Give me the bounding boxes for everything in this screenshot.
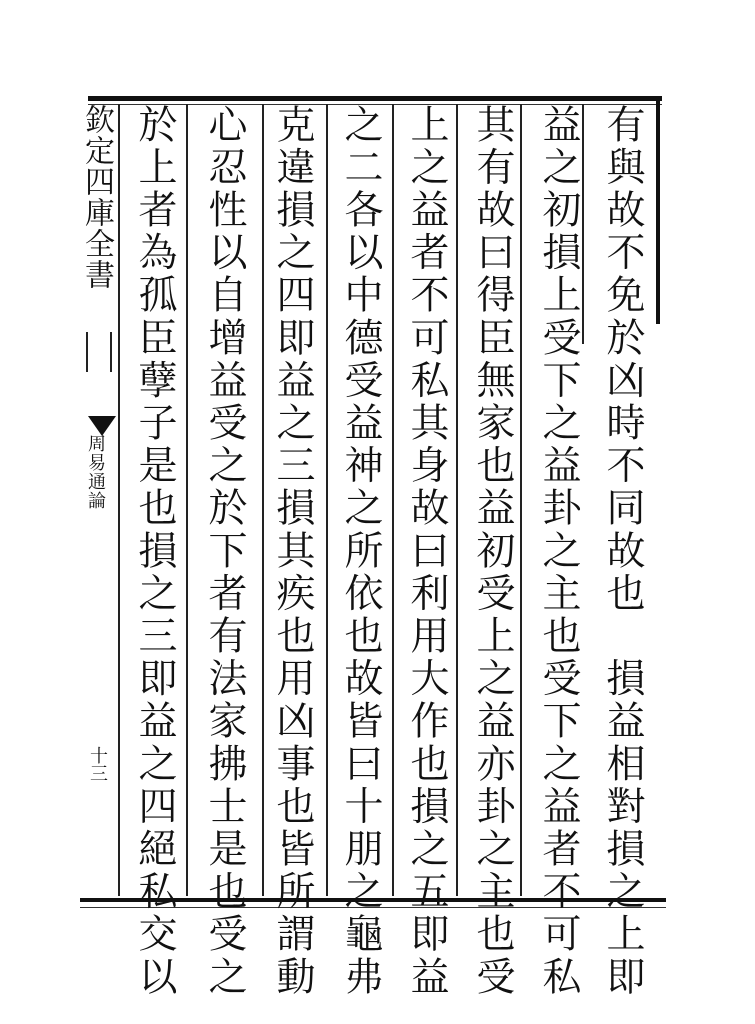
text-column-2: 益之初損上受下之益卦之主也受下之益者不可私 bbox=[536, 104, 581, 999]
fish-tail-mark bbox=[86, 332, 112, 372]
column-rule bbox=[392, 104, 394, 896]
book-title: 周易通論 bbox=[85, 434, 106, 510]
text-column-1: 有與故不免於凶時不同故也 損益相對損之上即 bbox=[600, 104, 645, 999]
right-border-rule bbox=[656, 96, 660, 324]
text-column-4: 上之益者不可私其身故曰利用大作也損之五即益 bbox=[404, 104, 449, 999]
text-column-6: 克違損之四即益之三損其疾也用凶事也皆所謂動 bbox=[270, 104, 315, 999]
text-column-7: 心忍性以自增益受之於下者有法家拂士是也受之 bbox=[202, 104, 247, 999]
column-rule bbox=[456, 104, 458, 896]
text-column-5: 之二各以中德受益神之所依也故皆曰十朋之龜弗 bbox=[338, 104, 383, 999]
margin-bookhead bbox=[76, 104, 116, 894]
fish-tail-icon bbox=[88, 416, 116, 436]
top-border-rule bbox=[88, 96, 662, 101]
column-rule bbox=[262, 104, 264, 896]
text-column-8: 於上者為孤臣孽子是也損之三即益之四絕私交以 bbox=[132, 104, 177, 999]
text-column-3: 其有故曰得臣無家也益初受上之益亦卦之主也受 bbox=[470, 104, 515, 999]
column-rule bbox=[186, 104, 188, 896]
collection-title: 欽定四庫全書 bbox=[79, 104, 114, 290]
page-number: 十三 bbox=[87, 746, 108, 782]
column-rule bbox=[520, 104, 522, 896]
column-rule bbox=[118, 104, 120, 896]
column-rule bbox=[326, 104, 328, 896]
